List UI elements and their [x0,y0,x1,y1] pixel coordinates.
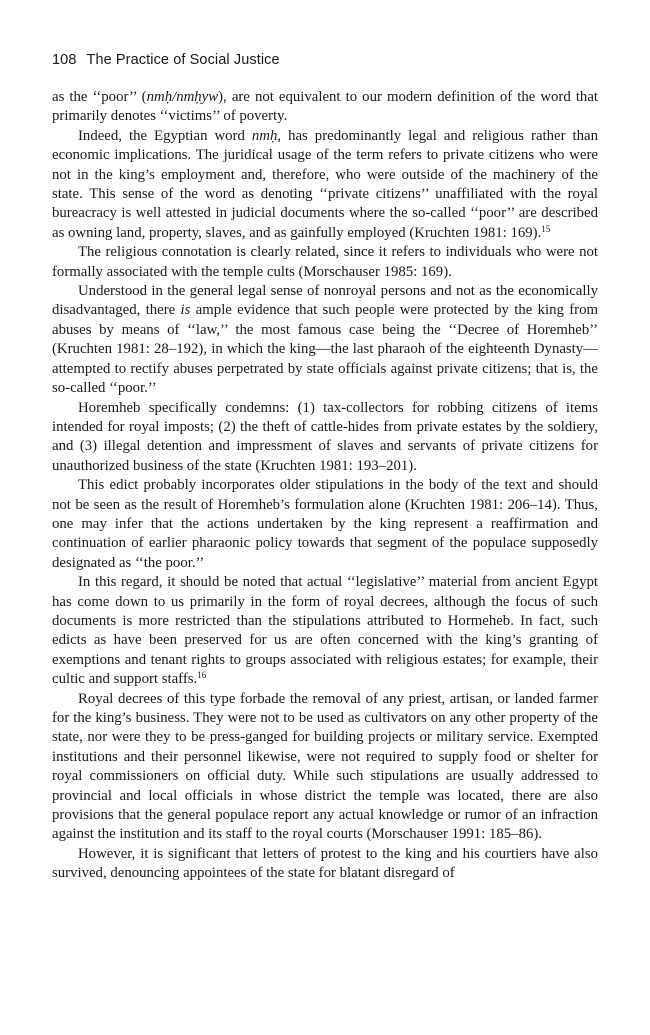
italic-term: nmḥ/nmḥyw [146,89,219,105]
text-run: The religious connotation is clearly related, since it refers to individuals who were not formally associated with the temple cults (Morschauser 1985: 169). [52,244,598,280]
paragraph [52,476,598,573]
paragraph [52,573,598,689]
text-run: However, it is significant that letters of protest to the king and his courtiers have also survived, denouncing appointees of the state for blatant disregard of [52,845,598,882]
paragraph [52,243,598,282]
text-run: ), are not equivalent to our modern definition of the word that primarily denotes ‘‘victims’’ of poverty. [52,89,599,125]
paragraph [52,845,598,884]
paragraph [52,399,598,477]
text-run: , has predominantly legal and religious rather than economic implications. The juridical usage of the term refers to private citizens who were not in the king’s employment and, therefore, who were outside of the machinery of the state. This sense of the word as denoting ‘‘private citizens’’ unaffiliated with the royal bureacracy is well attested in judicial documents where the so-called ‘‘poor’’ are described as owning land, property, slaves, and as gainfully employed (Kruchten 1981: 169). [52,127,598,241]
text-run: This edict probably incorporates older stipulations in the body of the text and should not be seen as the result of Horemheb’s formulation alone (Kruchten 1981: 206–14). Thus, one may infer that the actions undertaken by the king represent a reaffirmation and continuation of earlier pharaonic policy towards that segment of the populace supposedly designated as ‘‘the poor.’’ [52,477,598,571]
paragraph [52,88,598,127]
text-run: as the ‘‘poor’’ ( [52,89,147,105]
text-run: ample evidence that such people were protected by the king from abuses by means of ‘‘law,’’ the most famous case being the ‘‘Decree of Horemheb’’ (Kruchten 1981: 28–192), in which the king—the last pharaoh of the eighteenth Dynasty—attempted to rectify abuses perpetrated by state officials against private citizens; that is, the so-called ‘‘poor.’’ [52,302,598,397]
paragraph [52,127,598,243]
body-text [52,88,598,884]
text-run: Understood in the general legal sense of nonroyal persons and not as the economically disadvantaged, there [52,283,598,319]
text-run: In this regard, it should be noted that actual ‘‘legislative’’ material from ancient Egypt has come down to us primarily in the form of royal decrees, although the focus of such documents is more restricted than the stipulations attributed to Hormeheb. In fact, such edicts as have been preserved for us are often concerned with the king’s granting of exemptions and tenant rights to groups associated with religious estates; for example, their cultic and support staffs. [52,574,598,688]
footnote-ref: 15 [541,223,551,234]
footnote-ref: 16 [197,670,207,681]
running-header [52,50,598,70]
text-run: Horemheb specifically condemns: (1) tax-collectors for robbing citizens of items intended for royal imposts; (2) the theft of cattle-hides from private estates by the soldiery, and (3) illegal detention and impressment of slaves and servants of private citizens for unauthorized business of the state (Kruchten 1981: 193–201). [52,399,598,474]
page-number: 108 [52,52,77,68]
italic-term: nmḥ [251,127,278,144]
running-title: The Practice of Social Justice [86,52,280,68]
paragraph [52,690,598,845]
italic-term: is [180,302,191,319]
paragraph [52,282,598,398]
text-run: Indeed, the Egyptian word [78,127,252,144]
book-page [52,50,598,884]
text-run: Royal decrees of this type forbade the removal of any priest, artisan, or landed farmer for the king’s business. They were not to be used as cultivators on any other property of the state, nor were they to be press-ganged for building projects or military service. Exempted institutions and their personnel likewise, were not required to supply food or shelter for royal commissioners on official duty. While such stipulations are usually addressed to provincial and local officials in whose district the temple was located, there are also provisions that the general populace report any actual knowledge or rumor of an infraction against the institution and its staff to the royal courts (Morschauser 1991: 185–86). [52,690,598,843]
